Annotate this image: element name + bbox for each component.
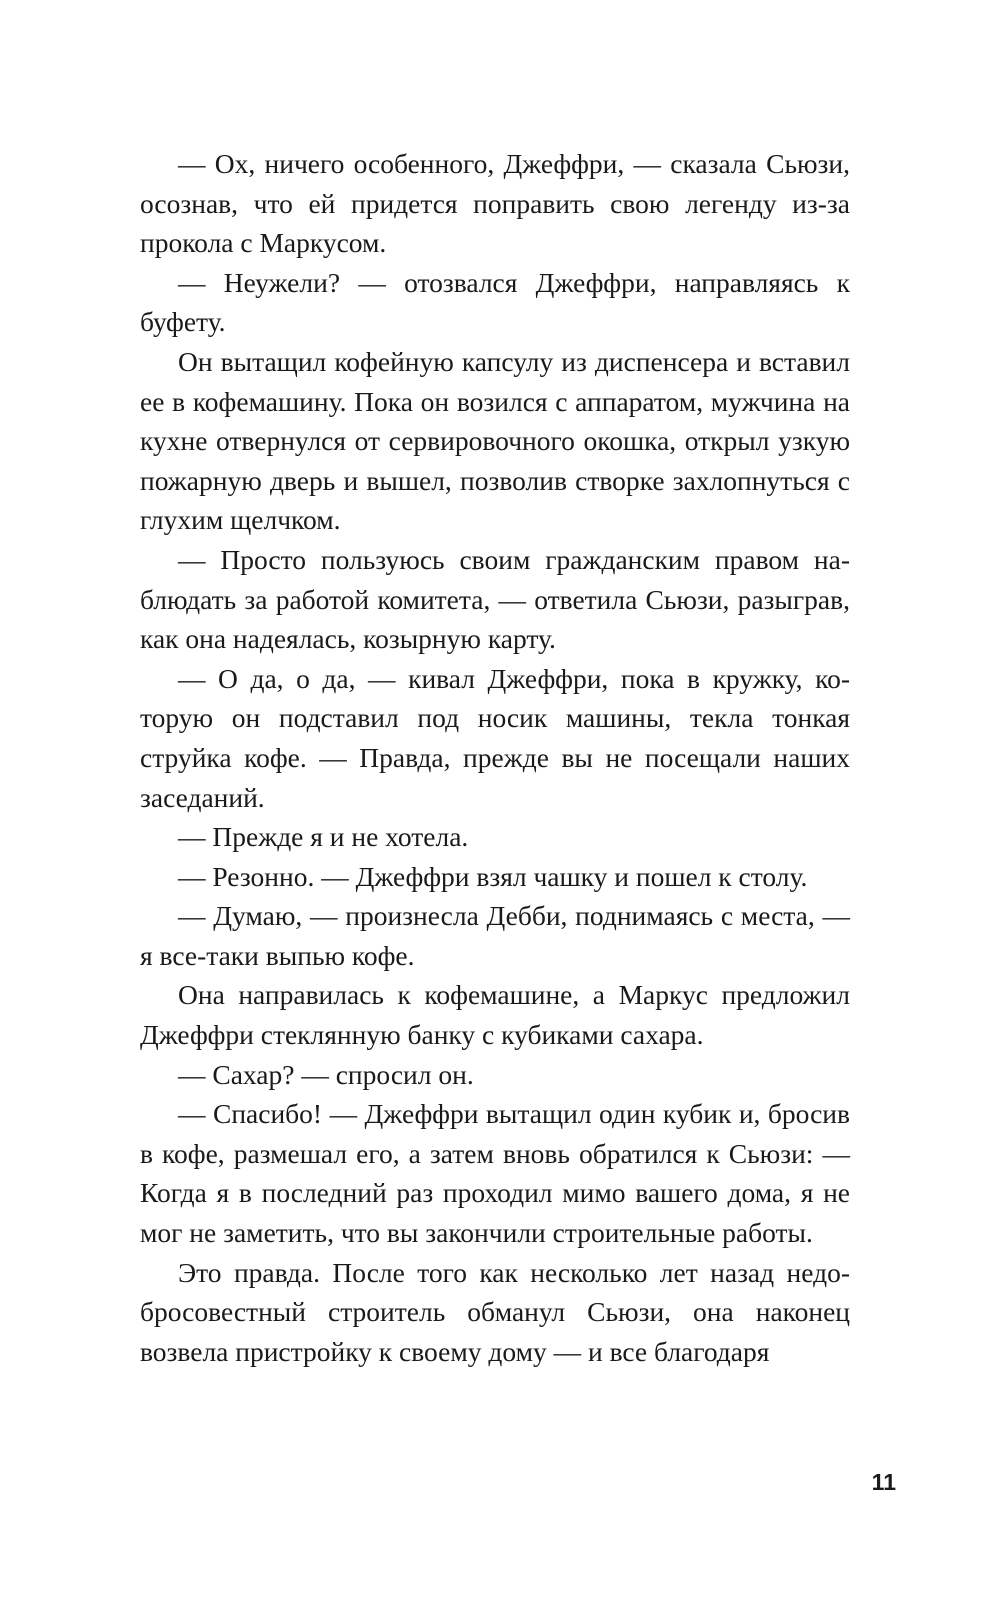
paragraph: — Резонно. — Джеффри взял чашку и пошел к столу. [178,860,808,892]
page-number: 11 [871,1469,896,1495]
paragraph: — О да, о да, — кивал Джеффри, пока в кружку, которую он подставил под носик машины, текла тонкая струйка кофе. — Правда, прежде вы не посещали наших заседаний. [140,662,850,813]
paragraph: — Неужели? — отозвался Джеффри, направляясь к буфету. [140,266,850,338]
paragraph: — Просто пользуюсь своим гражданским правом наблюдать за работой комитета, — ответила Сьюзи, разыграв, как она надеялась, козырную карту. [140,543,850,655]
body-text [140,144,850,1371]
paragraph: — Думаю, — произнесла Дебби, поднимаясь с места, — я все-таки выпью кофе. [140,900,850,971]
paragraph: Это правда. После того как несколько лет назад недобросовестный строитель обманул Сьюзи, она наконец возвела пристройку к своему дому — и все благодаря [140,1256,850,1367]
paragraph: Он вытащил кофейную капсулу из диспенсера и вставил ее в кофемашину. Пока он возился с аппаратом, мужчина на кухне отвернулся от сервировочного окошка, открыл узкую пожарную дверь и вышел, позволив створке захлопнуться с глухим щелчком. [140,345,850,536]
paragraph: — Ох, ничего особенного, Джеффри, — сказала Сьюзи, осознав, что ей придется поправить свою легенду из-за прокола с Маркусом. [140,148,850,259]
paragraph: — Сахар? — спросил он. [178,1058,474,1090]
paragraph: Она направилась к кофемашине, а Маркус предложил Джеффри стеклянную банку с кубиками сахара. [140,979,850,1051]
paragraph: — Спасибо! — Джеффри вытащил один кубик и, бросив в кофе, размешал его, а затем вновь обратился к Сьюзи: — Когда я в последний раз проходил мимо вашего дома, я не мог не заметить, что вы закончили строительные работы. [140,1098,850,1249]
paragraph: — Прежде я и не хотела. [178,821,469,853]
